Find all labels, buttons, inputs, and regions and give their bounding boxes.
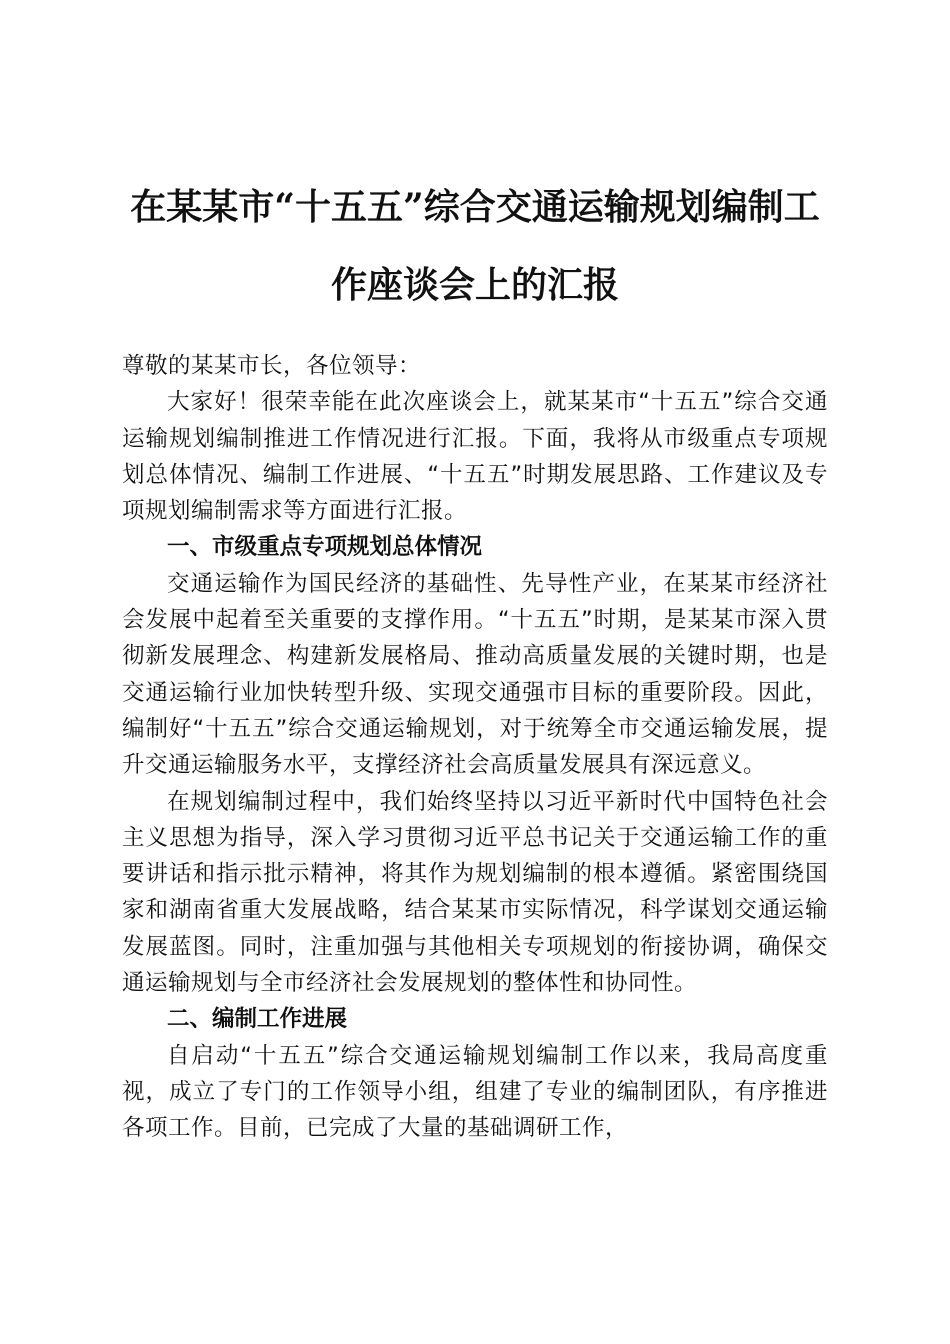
title-line-2: 作座谈会上的汇报 <box>330 264 619 306</box>
section-2-heading: 二、编制工作进展 <box>167 1006 348 1033</box>
section-1-heading: 一、市级重点专项规划总体情况 <box>167 534 483 561</box>
salutation: 尊敬的某某市长，各位领导： <box>122 353 422 379</box>
intro-paragraph: 大家好！很荣幸能在此次座谈会上，就某某市“十五五”综合交通运输规划编制推进工作情况进行汇报。下面，我将从市级重点专项规划总体情况、编制工作进展、“十五五”时期发展思路、工作建议及专项规划编制需求等方面进行汇报。 <box>122 389 828 525</box>
document-body <box>122 348 828 1147</box>
section-1-paragraph-1: 交通运输作为国民经济的基础性、先导性产业，在某某市经济社会发展中起着至关重要的支撑作用。“十五五”时期，是某某市深入贯彻新发展理念、构建新发展格局、推动高质量发展的关键时期，也是交通运输行业加快转型升级、实现交通强市目标的重要阶段。因此，编制好“十五五”综合交通运输规划，对于统筹全市交通运输发展，提升交通运输服务水平，支撑经济社会高质量发展具有深远意义。 <box>122 570 828 779</box>
title-line-1: 在某某市“十五五”综合交通运输规划编制工 <box>130 186 820 228</box>
section-1-paragraph-2: 在规划编制过程中，我们始终坚持以习近平新时代中国特色社会主义思想为指导，深入学习贯彻习近平总书记关于交通运输工作的重要讲话和指示批示精神，将其作为规划编制的根本遵循。紧密围绕国家和湖南省重大发展战略，结合某某市实际情况，科学谋划交通运输发展蓝图。同时，注重加强与其他相关专项规划的衔接协调，确保交通运输规划与全市经济社会发展规划的整体性和协同性。 <box>122 788 828 997</box>
document-title <box>122 168 828 324</box>
document-page <box>122 168 828 1147</box>
section-2-paragraph-1: 自启动“十五五”综合交通运输规划编制工作以来，我局高度重视，成立了专门的工作领导小组，组建了专业的编制团队，有序推进各项工作。目前，已完成了大量的基础调研工作， <box>122 1042 828 1142</box>
